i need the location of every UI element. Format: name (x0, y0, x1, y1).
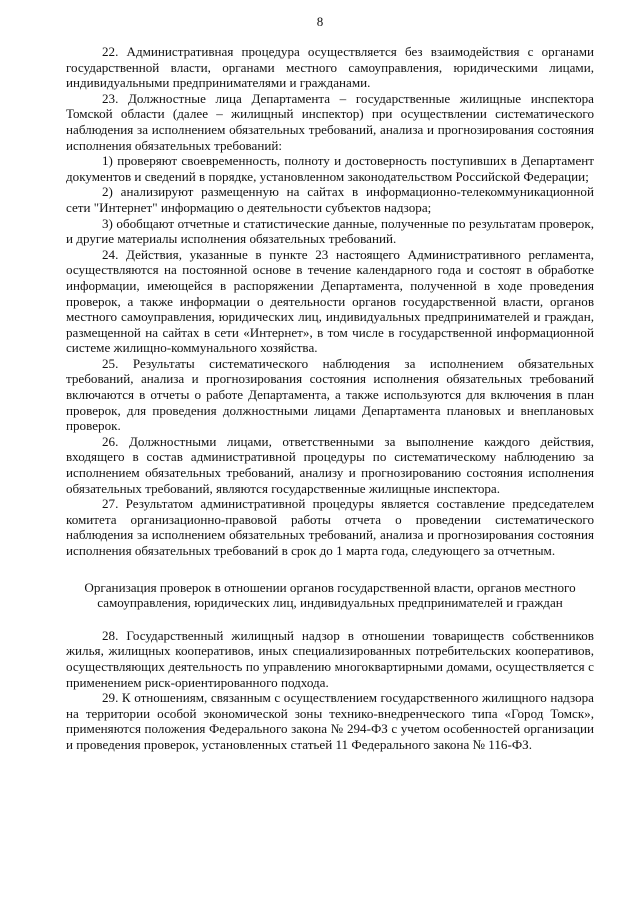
paragraph-22: 22. Административная процедура осуществляется без взаимодействия с органами государственной власти, органами местного самоуправления, юридическими лицами, индивидуальными предпринимателями и гражданами. (66, 44, 594, 91)
paragraph-25: 25. Результаты систематического наблюдения за исполнением обязательных требований, анализа и прогнозирования состояния исполнения обязательных требований включаются в отчеты о работе Департамента, а также используются для включения в план проверок, для проведения должностными лицами Департамента плановых и внеплановых проверок. (66, 355, 594, 434)
section-spacer (66, 611, 594, 628)
paragraph-29: 29. К отношениям, связанным с осуществлением государственного жилищного надзора на территории особой экономической зоны технико-внедренческого типа «Город Томск», применяются положения Федерального закона № 294-ФЗ с учетом особенностей организации и проведения проверок, установленных статьей 11 Федерального закона № 116-ФЗ. (66, 690, 594, 752)
paragraph-24: 24. Действия, указанные в пункте 23 настоящего Административного регламента, осуществляются на постоянной основе в течение календарного года и состоят в обработке информации, имеющейся в распоряжении Департамента, полученной в ходе проведения проверок, а также информации о деятельности органов государственной власти, органов местного самоуправления, юридических лиц, индивидуальных предпринимателей и граждан, размещенной на сайтах в сети «Интернет», в том числе в государственной информационной системе жилищно-коммунального хозяйства. (66, 246, 594, 356)
list-item-3: 3) обобщают отчетные и статистические данные, полученные по результатам проверок, и другие материалы исполнения обязательных требований. (66, 215, 594, 247)
document-body (66, 44, 594, 753)
paragraph-27: 27. Результатом административной процедуры является составление председателем комитета организационно-правовой работы отчета о проведении систематического наблюдения за исполнением обязательных требований, анализа и прогнозирования состояния исполнения обязательных требований в срок до 1 марта года, следующего за отчетным. (66, 496, 594, 558)
paragraph-28: 28. Государственный жилищный надзор в отношении товариществ собственников жилья, жилищных кооперативов, иных специализированных потребительских кооперативов, осуществляющих деятельность по управлению многоквартирными домами, осуществляется с применением риск-ориентированного подхода. (66, 627, 594, 690)
list-item-1: 1) проверяют своевременность, полноту и достоверность поступивших в Департамент документов и сведений в порядке, установленном законодательством Российской Федерации; (66, 153, 594, 184)
section-heading: Организация проверок в отношении органов государственной власти, органов местного самоуправления, юридических лиц, индивидуальных предпринимателей и граждан (84, 579, 576, 611)
list-item-2: 2) анализируют размещенную на сайтах в информационно-телекоммуникационной сети "Интернет" информацию о деятельности субъектов надзора; (66, 184, 594, 215)
section-spacer (66, 559, 594, 580)
page-number: 8 (316, 14, 324, 29)
paragraph-26: 26. Должностными лицами, ответственными за выполнение каждого действия, входящего в состав административной процедуры по систематическому наблюдению за исполнением обязательных требований, анализу и прогнозированию состояния исполнения обязательных требований, являются государственные жилищные инспектора. (66, 433, 594, 496)
paragraph-23: 23. Должностные лица Департамента – государственные жилищные инспектора Томской области (далее – жилищный инспектор) при осуществлении систематического наблюдения за исполнением обязательных требований, анализа и прогнозирования состояния исполнения обязательных требований: (66, 90, 594, 153)
